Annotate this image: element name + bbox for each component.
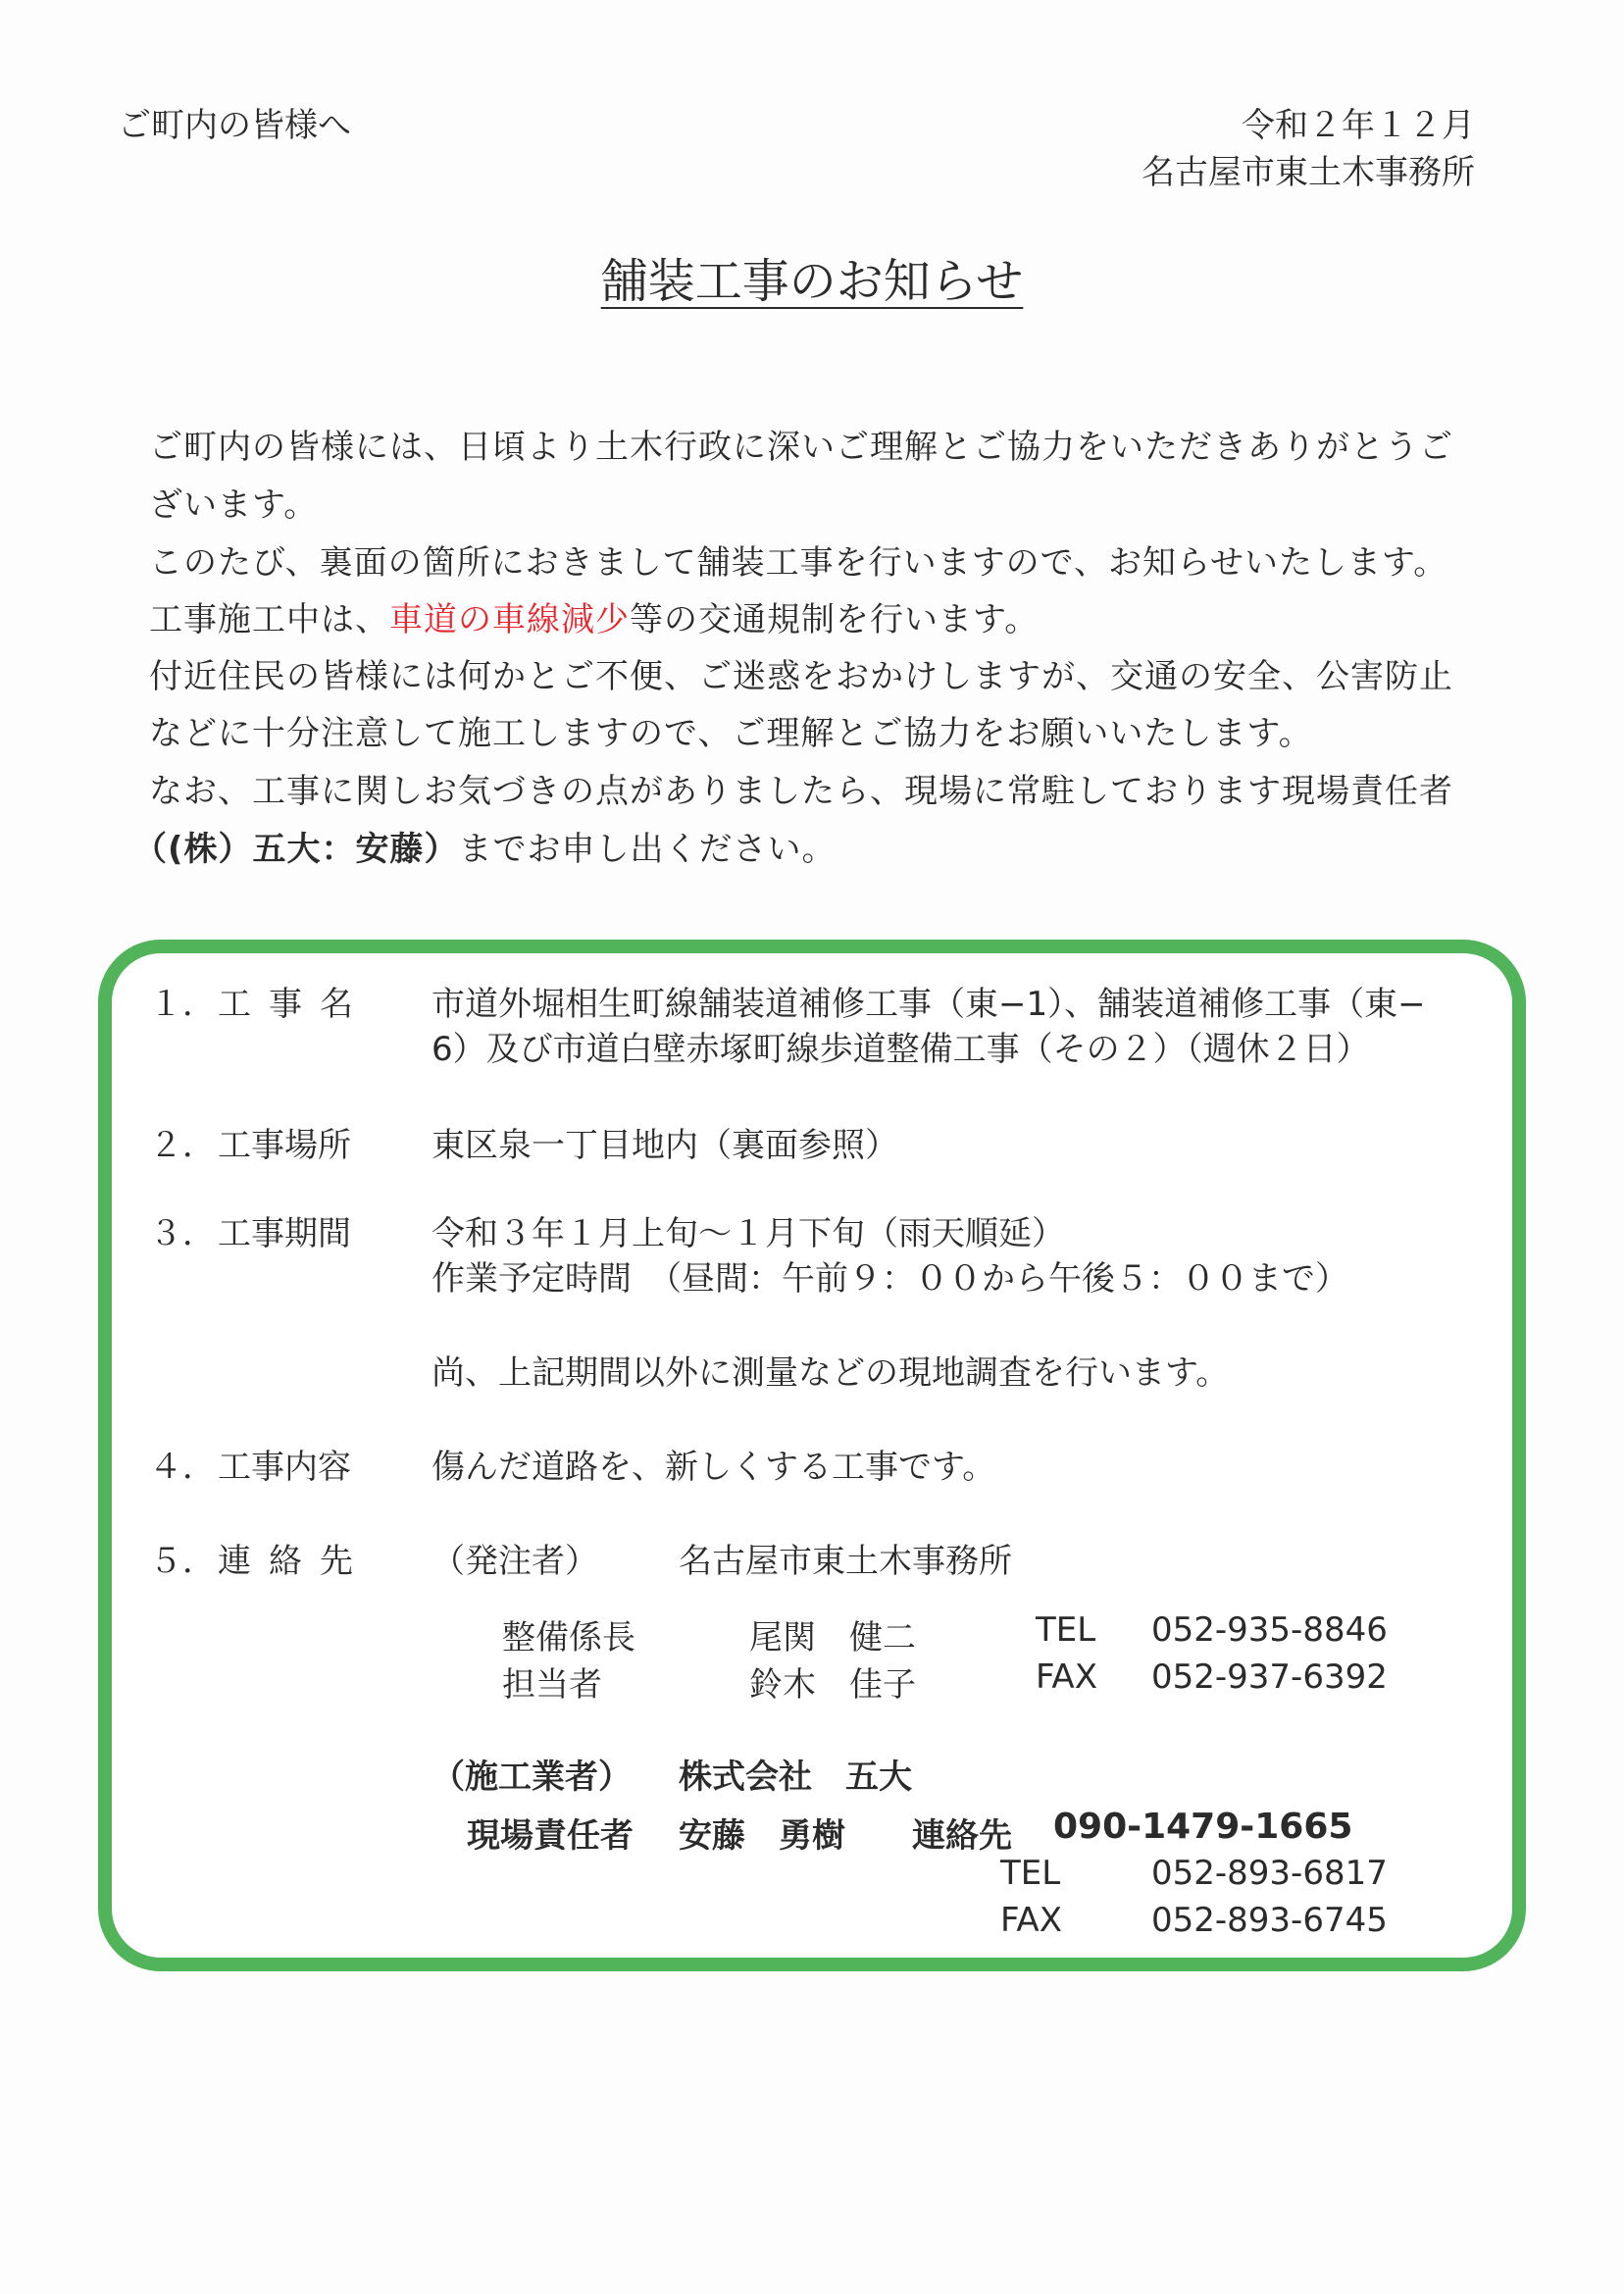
staff-contact-type-2: FAX [1036,1657,1097,1697]
addressee: ご町内の皆様へ [118,106,351,145]
item-4-number: ４． [149,1448,216,1487]
item-3-working-hours: 作業予定時間 （昼間：午前９：００から午後５：００まで） [431,1259,1348,1299]
staff-name-2: 鈴木 佳子 [749,1665,916,1705]
body-line-8 [133,822,837,870]
body-line-8-end: までお申し出ください。 [458,830,837,869]
item-2-label: 工事場所 [218,1126,351,1165]
site-manager-name: 安藤 勇樹 [679,1816,845,1856]
site-manager-role: 現場責任者 [467,1816,634,1856]
item-1-label: 工事名 [218,985,371,1024]
body-line-3: このたび、裏面の箇所におきまして舗装工事を行いますので、お知らせいたします。 [149,543,1448,583]
staff-contact-number-2: 052-937-6392 [1151,1657,1388,1697]
item-3-period: 令和３年１月上旬〜１月下旬（雨天順延） [431,1214,1065,1253]
orderer-label: （発注者） [431,1542,598,1581]
issuer: 名古屋市東土木事務所 [1142,153,1475,192]
contractor-fax-number: 052-893-6745 [1151,1901,1388,1940]
item-3-note: 尚、上記期間以外に測量などの現地調査を行います。 [431,1353,1230,1393]
body-line-7: なお、工事に関しお気づきの点がありましたら、現場に常駐しております現場責任者 [149,772,1453,811]
item-4-label: 工事内容 [218,1448,351,1487]
body-line-4-end: 等の交通規制を行います。 [630,600,1040,639]
site-contact-label: 連絡先 [912,1816,1012,1856]
staff-name-1: 尾関 健二 [749,1618,916,1657]
body-line-5: 付近住民の皆様には何かとご不便、ご迷惑をおかけしますが、交通の安全、公害防止 [149,657,1453,696]
body-line-2: ざいます。 [149,485,319,525]
item-1-value-line-1: 市道外堀相生町線舗装道補修工事（東−1）、舗装道補修工事（東− [431,985,1426,1024]
item-3-number: ３． [149,1214,216,1253]
staff-role-2: 担当者 [502,1665,602,1705]
orderer-name: 名古屋市東土木事務所 [679,1542,1012,1581]
item-5-label: 連絡先 [218,1542,371,1581]
item-3-label: 工事期間 [218,1214,351,1253]
site-manager-ref: （(株）五大：安藤） [133,830,459,869]
contractor-tel-number: 052-893-6817 [1151,1854,1388,1893]
contractor-fax-label: FAX [1000,1901,1062,1940]
item-4-value: 傷んだ道路を、新しくする工事です。 [431,1448,996,1487]
item-1-value-line-2: 6）及び市道白壁赤塚町線歩道整備工事（その２）（週休２日） [431,1030,1370,1069]
issue-date: 令和２年１２月 [1242,106,1475,145]
contractor-tel-label: TEL [1000,1854,1061,1893]
site-contact-number: 090-1479-1665 [1053,1807,1353,1847]
item-2-number: ２． [149,1126,216,1165]
page-title [0,243,1624,311]
title-text: 舗装工事のお知らせ [600,254,1024,309]
staff-role-1: 整備係長 [502,1618,635,1657]
item-1-number: １． [149,985,216,1024]
highlight-lane-reduction: 車道の車線減少 [389,600,630,639]
item-2-value: 東区泉一丁目地内（裏面参照） [431,1126,898,1165]
body-line-4-start: 工事施工中は、 [149,600,389,639]
contractor-name: 株式会社 五大 [679,1758,912,1797]
body-line-6: などに十分注意して施工しますので、ご理解とご協力をお願いいたします。 [149,714,1313,753]
contractor-label: （施工業者） [431,1758,632,1797]
body-line-1: ご町内の皆様には、日頃より土木行政に深いご理解とご協力をいただきありがとうご [149,428,1453,467]
staff-contact-type-1: TEL [1036,1610,1096,1650]
staff-contact-number-1: 052-935-8846 [1151,1610,1388,1650]
item-5-number: ５． [149,1542,216,1581]
body-line-4 [149,592,1039,640]
